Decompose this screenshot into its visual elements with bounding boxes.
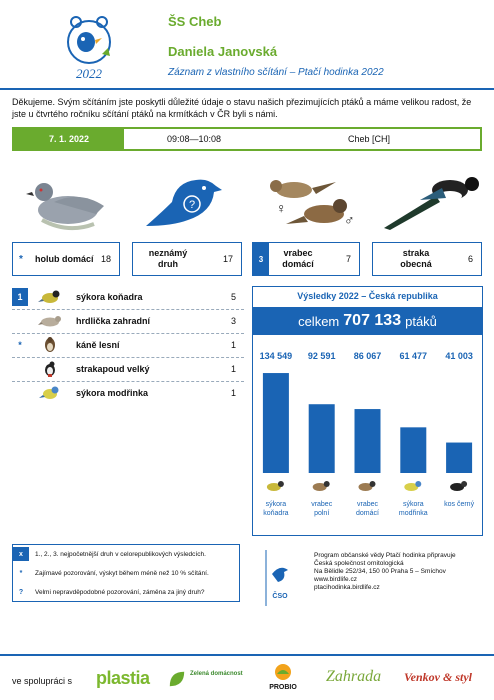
cso-logo	[264, 550, 294, 606]
category-label: koňadra	[263, 510, 289, 517]
species-count: 17	[222, 254, 233, 264]
date: 7. 1. 2022	[14, 129, 124, 149]
species-name	[373, 248, 459, 270]
species-name-line1: neznámý	[148, 248, 188, 258]
species-count: 18	[100, 254, 111, 264]
species-name: káně lesní	[76, 340, 120, 350]
leaf-icon	[168, 670, 186, 688]
bar	[309, 404, 335, 473]
bar-value-label: 86 067	[353, 351, 382, 361]
woodpecker-icon	[38, 361, 62, 377]
total-prefix: celkem	[298, 313, 340, 329]
marker	[12, 360, 28, 378]
bird-thumbnail-icon	[450, 481, 467, 491]
probio-logo	[258, 662, 308, 692]
marker	[12, 384, 28, 402]
species-count: 7	[345, 254, 351, 264]
bird-thumbnail-icon	[267, 481, 284, 491]
top-box-vrabec	[252, 242, 360, 276]
category-label: sýkora	[265, 501, 287, 508]
legend-text: Zajímavé pozorování, výskyt během méně než 10 % sčítání.	[35, 569, 209, 577]
pigeon-illustration	[24, 168, 110, 234]
species-name: strakapoud velký	[76, 364, 150, 374]
list-item	[12, 334, 244, 356]
date-bar	[12, 127, 482, 151]
list-item	[12, 358, 244, 380]
species-count: 6	[467, 254, 473, 264]
legend-key: ?	[18, 588, 24, 596]
interesting-marker: *	[19, 253, 23, 265]
bar	[446, 443, 472, 473]
bird-thumbnail-icon	[359, 481, 376, 491]
total-suffix: ptáků	[405, 313, 437, 329]
category-label: modřinka	[398, 510, 428, 517]
bar	[400, 427, 426, 473]
species-count: 1	[230, 364, 236, 374]
bird-thumbnail-icon	[404, 481, 421, 491]
marker	[12, 312, 28, 330]
probio-text: PROBIO	[269, 684, 297, 691]
species-name	[133, 248, 203, 270]
species-name-line1: vrabec	[283, 248, 313, 258]
results-chart	[253, 347, 482, 535]
participant-name: Daniela Janovská	[168, 44, 278, 59]
legend-text: 1., 2., 3. nejpočetnější druh v celorepublikových výsledcích.	[35, 550, 206, 558]
category-label: domácí	[356, 510, 379, 517]
list-item	[12, 382, 244, 404]
divider	[0, 88, 494, 90]
species-count: 5	[230, 292, 236, 302]
bird-thumbnail-icon	[313, 481, 330, 491]
record-subtitle: Záznam z vlastního sčítání – Ptačí hodinka 2022	[168, 67, 384, 78]
species-name-line2: obecná	[400, 259, 432, 269]
list-item	[12, 286, 244, 308]
thanks-text: Děkujeme. Svým sčítáním jste poskytli důležité údaje o stavu našich přezimujících ptáků a máme velikou radost, že jste u čtvrtého ročníku sčítání ptáků na krmítkách v ČR byli s námi.	[12, 97, 472, 119]
rank-badge: 1	[12, 288, 28, 306]
category-label: polní	[314, 510, 330, 517]
category-label: vrabec	[356, 501, 379, 508]
male-symbol: ♂	[344, 212, 355, 228]
species-name	[269, 248, 327, 270]
program-line: Česká společnost ornitologická	[314, 560, 404, 567]
legend-box	[12, 544, 240, 602]
bar-value-label: 61 477	[399, 351, 428, 361]
legend-text: Velmi nepravděpodobné pozorování, záměna za jiný druh?	[35, 588, 205, 596]
species-count: 1	[230, 388, 236, 398]
buzzard-icon	[38, 337, 62, 353]
bar-value-label: 41 003	[445, 351, 473, 361]
blue-tit-icon	[38, 385, 62, 401]
results-title: Výsledky 2022 – Česká republika	[297, 291, 438, 301]
results-total	[253, 307, 482, 335]
results-panel	[252, 286, 483, 536]
time-range: 09:08—10:08	[166, 134, 222, 144]
top-box-holub	[12, 242, 120, 276]
zahrada-logo: Zahrada	[326, 668, 382, 685]
program-link[interactable]: ptacihodinka.birdlife.cz	[314, 584, 380, 591]
species-name: holub domácí	[35, 254, 94, 264]
ptaci-hodinka-logo	[58, 12, 120, 82]
plastia-logo: plastia	[96, 668, 150, 688]
species-name-line2: domácí	[282, 259, 314, 269]
program-line: Na Bělidle 252/34, 150 00 Praha 5 – Smíchov	[314, 568, 446, 575]
list-item	[12, 310, 244, 332]
top-box-neznamy	[132, 242, 242, 276]
legend-key: *	[19, 569, 23, 577]
bar-value-label: 134 549	[259, 351, 293, 361]
venkov-styl-logo: Venkov & styl	[404, 670, 472, 684]
unknown-bird-icon	[142, 172, 224, 230]
species-name-line2: druh	[158, 259, 178, 269]
bar	[355, 409, 381, 473]
female-symbol: ♀	[276, 200, 287, 216]
total-value: 707 133	[343, 312, 402, 329]
program-info	[314, 552, 484, 592]
great-tit-icon	[38, 289, 62, 305]
species-name: sýkora modřinka	[76, 388, 149, 398]
org-name: ŠS Cheb	[168, 14, 222, 29]
logo-year: 2022	[76, 66, 102, 81]
location: Cheb [CH]	[347, 134, 390, 144]
legend-key: x	[13, 547, 29, 561]
interesting-marker: *	[18, 340, 22, 350]
top-box-straka	[372, 242, 482, 276]
species-count: 1	[230, 340, 236, 350]
collared-dove-icon	[38, 313, 62, 329]
bar	[263, 373, 289, 473]
category-label: vrabec	[311, 501, 333, 508]
zelena-domacnost-logo	[168, 668, 246, 690]
species-name: hrdlička zahradní	[76, 316, 151, 326]
category-label: kos černý	[444, 501, 475, 508]
legend-row	[13, 566, 209, 580]
category-label: sýkora	[402, 501, 424, 508]
legend-row	[13, 547, 206, 561]
bar-value-label: 92 591	[307, 351, 336, 361]
species-name: sýkora koňadra	[76, 292, 143, 302]
svg-text:?: ?	[188, 199, 196, 211]
rank-badge: 3	[253, 243, 269, 275]
legend-row	[13, 585, 204, 599]
magpie-illustration	[380, 170, 486, 234]
cso-label: ČSO	[272, 593, 288, 600]
species-name-line1: straka	[402, 248, 430, 258]
program-link[interactable]: www.birdlife.cz	[314, 576, 357, 583]
program-line: Program občanské vědy Ptačí hodinka připravuje	[314, 552, 456, 559]
species-count: 3	[230, 316, 236, 326]
zelena-line: Zelená domácnost	[190, 671, 243, 677]
partners-label: ve spolupráci s	[12, 676, 73, 686]
divider	[0, 654, 494, 656]
